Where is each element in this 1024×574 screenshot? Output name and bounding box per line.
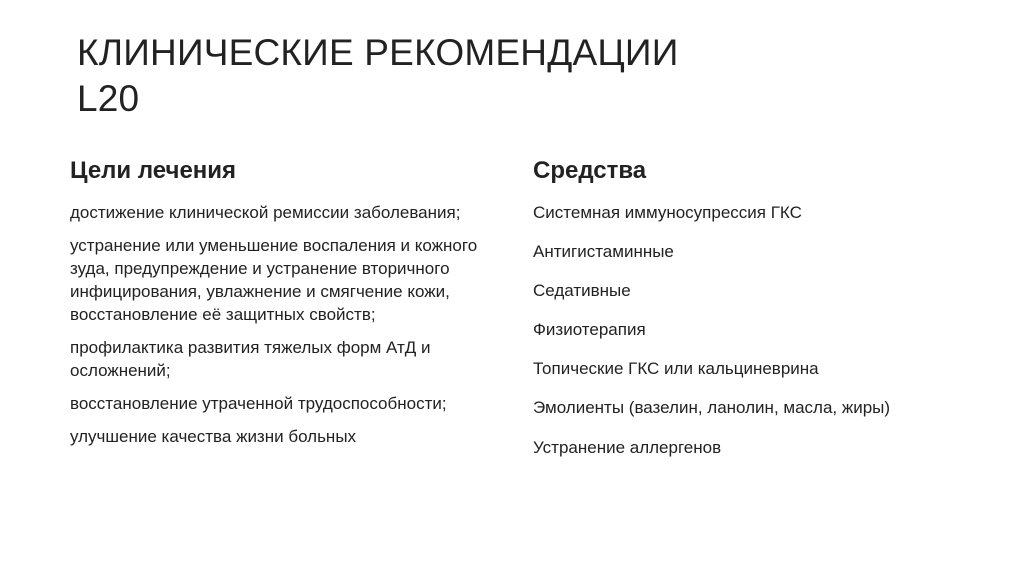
list-item: Антигистаминные [533,242,674,261]
treatment-means-list [533,201,993,459]
list-item: Системная иммуносупрессия ГКС [533,203,802,222]
list-item: восстановление утраченной трудоспособности; [70,394,447,413]
list-item: профилактика развития тяжелых форм АтД и осложнений; [70,338,431,380]
list-item: Седативные [533,281,631,300]
treatment-goals-column [70,155,510,458]
list-item: устранение или уменьшение воспаления и кожного зуда, предупреждение и устранение вторичного инфицирования, увлажнение и смягчение кожи, восстановление её защитных свойств; [70,236,478,324]
list-item: улучшение качества жизни больных [70,427,357,446]
treatment-goals-heading: Цели лечения [70,157,237,184]
treatment-goals-list [70,201,510,448]
treatment-means-column [533,155,993,475]
list-item: Эмолиенты (вазелин, ланолин, масла, жиры) [533,398,891,417]
slide-title-line-1: КЛИНИЧЕСКИЕ РЕКОМЕНДАЦИИ [77,32,679,73]
list-item: достижение клинической ремиссии заболевания; [70,203,461,222]
list-item: Физиотерапия [533,320,646,339]
slide-title [77,30,777,122]
list-item: Топические ГКС или кальциневрина [533,359,819,378]
slide-title-line-2: L20 [77,78,140,119]
list-item: Устранение аллергенов [533,438,722,457]
treatment-means-heading: Средства [533,157,647,184]
